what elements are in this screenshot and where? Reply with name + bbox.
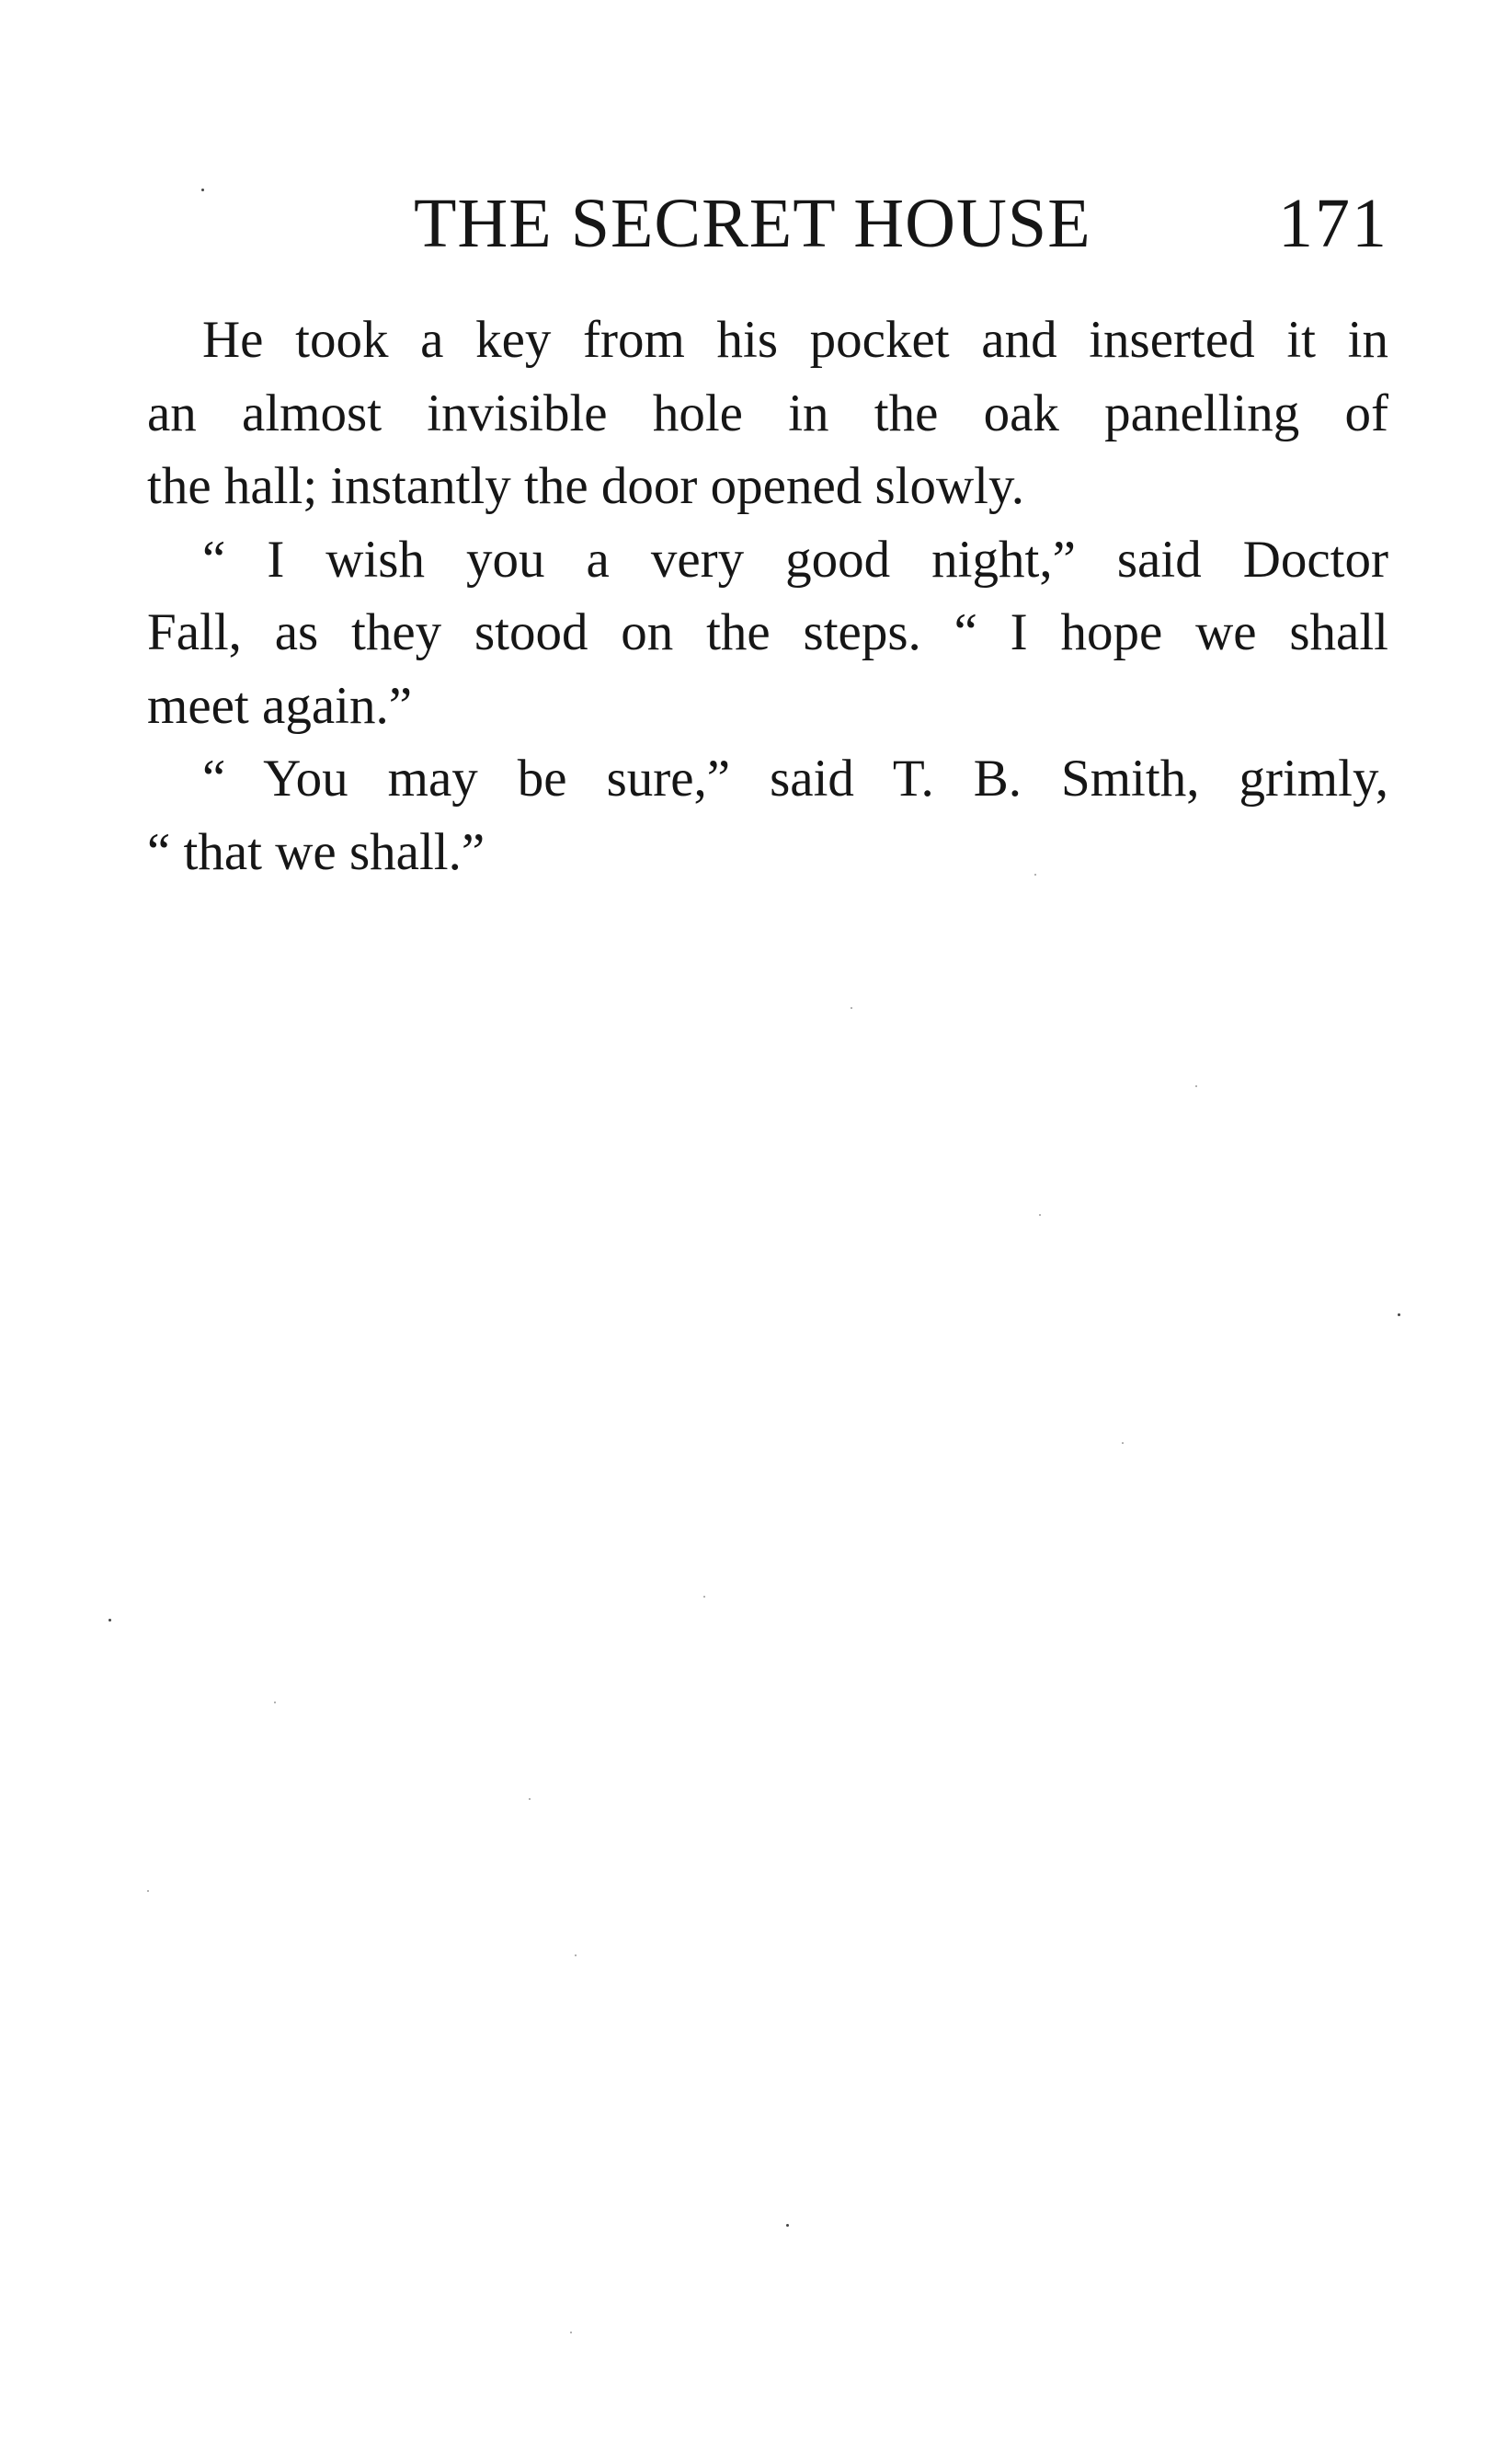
paragraph [147,523,1388,743]
text-line: Fall, as they stood on the steps. “ I hope we shall [147,603,1388,661]
scan-speck [575,1954,577,1956]
scan-speck [1398,1313,1400,1316]
text-line: meet again.” [147,676,413,735]
running-title: THE SECRET HOUSE [414,185,1091,262]
paragraph [147,304,1388,523]
running-head [147,182,1388,265]
text-line: “ You may be sure,” said T. B. Smith, grimly, [202,750,1388,808]
scan-speck [147,1890,149,1892]
scan-speck [1195,1085,1197,1087]
scan-speck [851,1007,852,1009]
scan-speck [108,1619,111,1622]
scan-speck [1122,1442,1124,1444]
text-line: an almost invisible hole in the oak panelling of [147,384,1388,442]
scan-speck [570,2332,572,2333]
text-line: “ I wish you a very good night,” said Doctor [202,530,1388,589]
text-line: He took a key from his pocket and inserted it in [202,311,1388,369]
body-text [147,304,1388,888]
text-line: “ that we shall.” [147,822,485,881]
paragraph [147,742,1388,888]
text-line: the hall; instantly the door opened slowly. [147,457,1025,515]
scan-speck [1039,1214,1041,1216]
scan-speck [703,1596,705,1598]
page-number: 171 [1278,185,1388,262]
scan-speck [274,1702,276,1703]
scan-speck [786,2224,789,2227]
scan-speck [201,189,204,191]
scan-speck [1034,874,1036,876]
scan-speck [529,1798,531,1800]
